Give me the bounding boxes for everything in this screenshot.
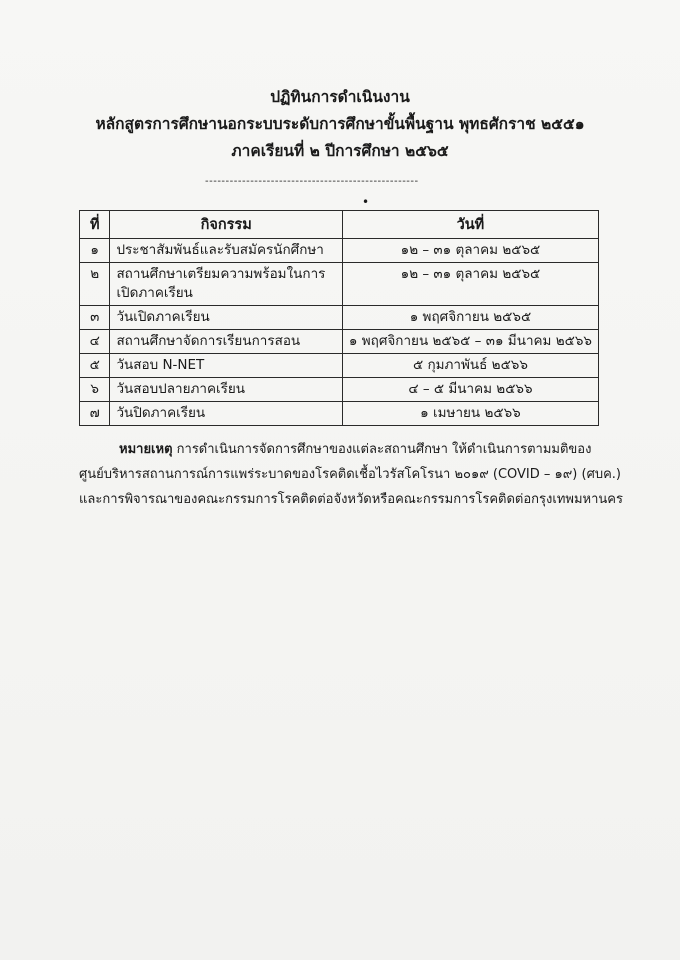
note-line-2: ศูนย์บริหารสถานการณ์การแพร่ระบาดของโรคติดเชื้อไวรัสโคโรนา ๒๐๑๙ (COVID – ๑๙) (ศบค.) <box>79 467 621 482</box>
title-line-2: หลักสูตรการศึกษานอกระบบระดับการศึกษาขั้นพื้นฐาน พุทธศักราช ๒๕๕๑ <box>95 115 585 133</box>
note-line-3: และการพิจารณาของคณะกรรมการโรคติดต่อจังหวัดหรือคณะกรรมการโรคติดต่อกรุงเทพมหานคร <box>79 492 623 507</box>
table-row <box>80 263 599 306</box>
note-label: หมายเหตุ <box>119 442 173 457</box>
note-line-1 <box>79 437 609 462</box>
table-row <box>80 378 599 402</box>
row-date: ๑๒ – ๓๑ ตุลาคม ๒๕๖๕ <box>342 263 598 306</box>
row-no: ๗ <box>80 402 110 426</box>
table-row <box>80 402 599 426</box>
row-no: ๖ <box>80 378 110 402</box>
row-date: ๕ กุมภาพันธ์ ๒๕๖๖ <box>342 354 598 378</box>
table-row <box>80 306 599 330</box>
row-activity: วันสอบ N-NET <box>110 354 342 378</box>
header-date: วันที่ <box>342 211 598 239</box>
stray-dot: • <box>362 195 370 209</box>
document-title <box>0 84 680 165</box>
row-no: ๒ <box>80 263 110 306</box>
row-date: ๑ พฤศจิกายน ๒๕๖๕ – ๓๑ มีนาคม ๒๕๖๖ <box>342 330 598 354</box>
row-date: ๑ เมษายน ๒๕๖๖ <box>342 402 598 426</box>
row-date: ๑ พฤศจิกายน ๒๕๖๕ <box>342 306 598 330</box>
row-activity: วันเปิดภาคเรียน <box>110 306 342 330</box>
row-no: ๔ <box>80 330 110 354</box>
row-activity: สถานศึกษาจัดการเรียนการสอน <box>110 330 342 354</box>
header-activity: กิจกรรม <box>110 211 342 239</box>
row-activity: วันสอบปลายภาคเรียน <box>110 378 342 402</box>
row-no: ๑ <box>80 239 110 263</box>
row-date: ๔ – ๕ มีนาคม ๒๕๖๖ <box>342 378 598 402</box>
note-text-1: การดำเนินการจัดการศึกษาของแต่ละสถานศึกษา ให้ดำเนินการตามมติของ <box>176 442 592 457</box>
schedule-table <box>79 210 599 426</box>
table-row <box>80 239 599 263</box>
title-line-3: ภาคเรียนที่ ๒ ปีการศึกษา ๒๕๖๕ <box>231 142 449 160</box>
table-row <box>80 330 599 354</box>
table-header-row <box>80 211 599 239</box>
row-no: ๕ <box>80 354 110 378</box>
header-no: ที่ <box>80 211 110 239</box>
title-line-1: ปฏิทินการดำเนินงาน <box>270 88 410 106</box>
row-activity: ประชาสัมพันธ์และรับสมัครนักศึกษา <box>110 239 342 263</box>
row-activity: วันปิดภาคเรียน <box>110 402 342 426</box>
row-activity: สถานศึกษาเตรียมความพร้อมในการเปิดภาคเรียน <box>110 263 342 306</box>
row-no: ๓ <box>80 306 110 330</box>
row-date: ๑๒ – ๓๑ ตุลาคม ๒๕๖๕ <box>342 239 598 263</box>
table-row <box>80 354 599 378</box>
note-block <box>79 437 623 512</box>
title-separator: ---------------------------------------------------- <box>205 176 419 187</box>
